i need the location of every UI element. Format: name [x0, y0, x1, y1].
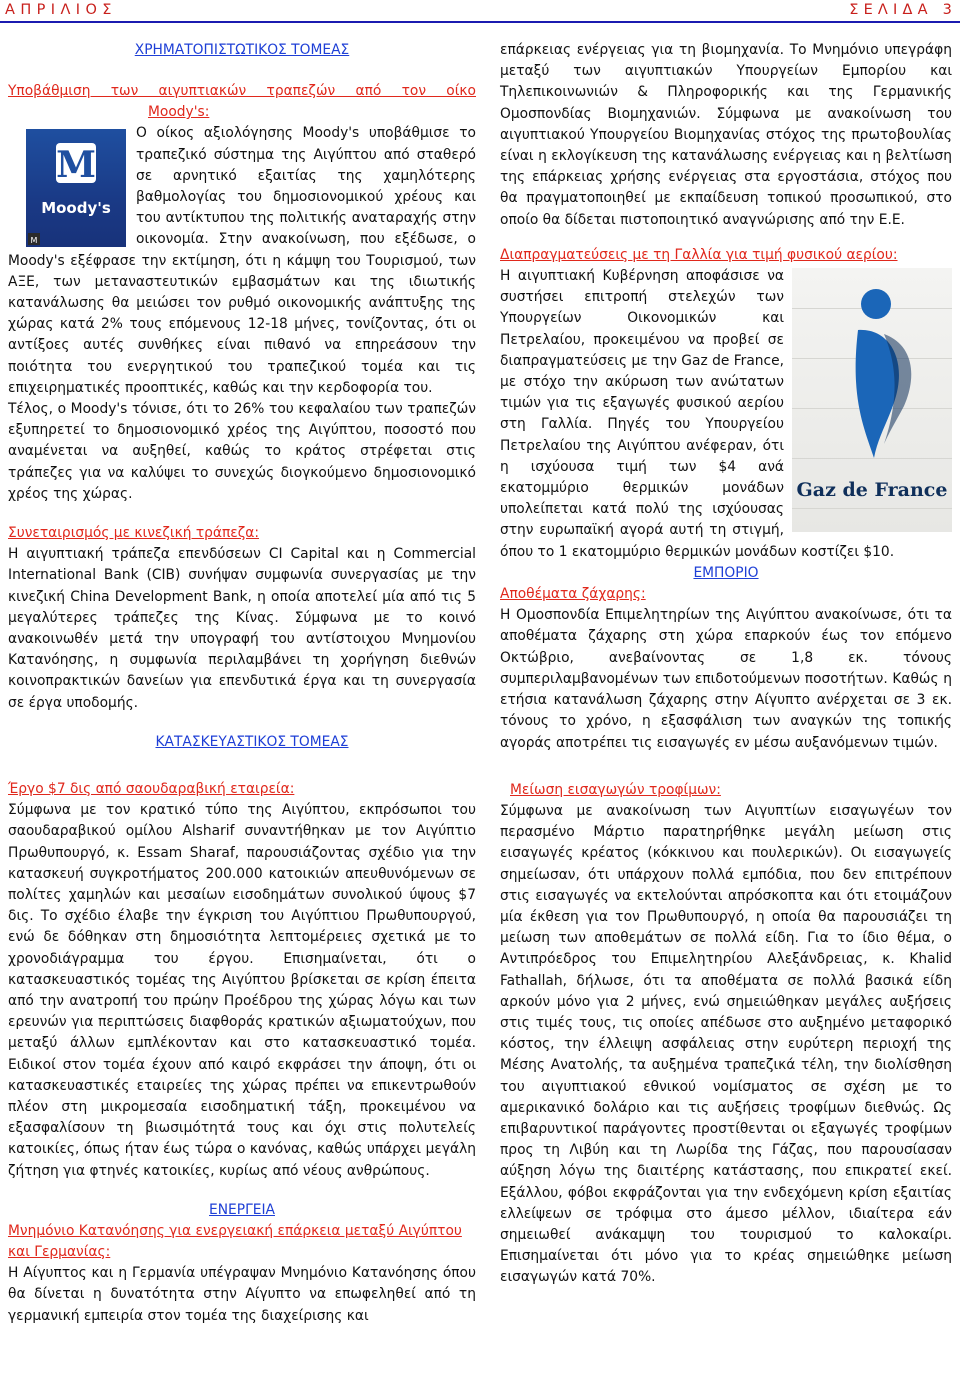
coop-heading: Συνεταιρισμός με κινεζική τράπεζα: — [8, 525, 259, 542]
gas-heading: Διαπραγματεύσεις με τη Γαλλία για τιμή φυσικού αερίου: — [500, 246, 898, 263]
header-page-number: ΣΕΛΙΔΑ 3 — [849, 2, 957, 18]
trade-section-title-text: ΕΜΠΟΡΙΟ — [693, 564, 759, 581]
gdf-logo-dot — [861, 289, 891, 319]
construction-section-title: ΚΑΤΑΣΚΕΥΑΣΤΙΚΟΣ ΤΟΜΕΑΣ — [155, 733, 349, 750]
trade-section-title — [500, 563, 952, 584]
food-heading: Μείωση εισαγωγών τροφίμων: — [510, 781, 721, 798]
moodys-heading-2: Moody's: — [148, 104, 210, 121]
sugar-heading: Αποθέματα ζάχαρης: — [500, 586, 646, 603]
left-column — [8, 40, 476, 1327]
moodys-paragraph: Ο οίκος αξιολόγησης Moody's υποβάθμισε το τραπεζικό σύστημα της Αιγύπτου από σταθερό σε αρνητικό εξαιτίας της χαμηλότερης βαθμολογίας του δημοσιονομικού χρέους και του αντίκτυπου της πολιτικής αναταραχής στην οικονομία. Στην ανακοίνωση, που εξέδωσε, ο Moody's εξέφρασε την εκτίμηση, ότι η κάμψη του Τουρισμού, των ΑΞΕ, των μεταναστευτικών εμβασμάτων και της ιδιωτικής κατανάλωσης θα μειώσει τον ρυθμό οικονομικής ανάπτυξης της χώρας κατά 2% τους επόμενους 12-18 μήνες, τονίζοντας, ότι οι αντίξοες αυτές συνθήκες είναι πιθανό να επηρεάσουν την ποιότητα του ενεργητικού του τραπεζικού τομέα και τις επιχειρηματικές προοπτικές, καθώς και την κερδοφορία του. — [8, 125, 476, 396]
moodys-heading — [8, 81, 476, 102]
moodys-logo-image — [26, 129, 126, 247]
sugar-paragraph: Η Ομοσπονδία Επιμελητηρίων της Αιγύπτου ανακοίνωσε, ότι τα αποθέματα ζάχαρης στη χώρα επαρκούν έως τον επόμενο Οκτώβριο, ανεβαίνοντας σε 1,8 εκ. τόνους συμπεριλαμβανομένων των επιδοτούμενων ποσοτήτων. Καθώς η ετήσια κατανάλωση ζάχαρης στην Αίγυπτο ανέρχεται σε 3 εκ. τόνους το χρόνο, η εξασφάλιση των αναγκών της τοπικής αγοράς αποτρέπει τις εισαγωγές εν μέσω αυξανόμενων τιμών. — [500, 607, 952, 751]
food-paragraph: Σύμφωνα με ανακοίνωση των Αιγυπτίων εισαγωγέων τον περασμένο Μάρτιο παρατηρήθηκε μεγάλη μείωση στις εισαγωγές κρέατος (κόκκινου και πουλερικών). Οι εισαγωγείς σημείωσαν, ότι υπάρχουν πολλά εμπόδια, που δεν επιτρέπουν στις εισαγωγές να εκτελούνται απρόσκοπτα και ότι ετοιμάζουν μία έκθεση για τον Πρωθυπουργό, η οποία θα παρουσιάζει τη μείωση των αποθεμάτων σε πολλά είδη. Για το ίδιο θέμα, ο Αντιπρόεδρος του Επιμελητηρίου Αλεξάνδρειας, κ. Khalid Fathallah, δήλωσε, ότι τα αποθέματα σε πολλά βασικά είδη αρκούν μόνο για 2 μήνες, ενώ σημειώθηκαν μεγάλες αυξήσεις στις τιμές τους, τις οποίες απέδωσε στο αυξημένο μεταφορικό κόστος, την έλλειψη ασφάλειας στην ευρύτερη περιοχή της Μέσης Ανατολής, τα αυξημένα τραπεζικά τέλη, την διολίσθηση του αιγυπτιακού εθνικού νομίσματος σε σχέση με το αμερικανικό δολάριο και τις αυξήσεις τροφίμων διεθνώς. Ως επιβαρυντικοί παράγοντες προστίθενται οι εξαγωγές τροφίμων προς τη Λιβύη και τη Λωρίδα της Γάζας, που παρουσίασαν αύξηση λόγω της διαιτέρης κατάστασης, που επικρατεί εκεί. Εξάλλου, φόβοι εκφράζονται για την ενδεχόμενη κρίση εξαιτίας ελλείψεων σε τρόφιμα στο άμεσο μέλλον, ιδιαίτερα εάν σημειωθεί ανάκαμψη του τουρισμού το καλοκαίρι. Επισημαίνεται ότι μόνο για το κρέας σημειώθηκε μείωση εισαγωγών κατά 70%. — [500, 802, 952, 1286]
moodys-logo-graphic — [26, 129, 126, 247]
gdf-logo-text: Gaz de France — [796, 479, 948, 502]
gdf-logo-image — [792, 268, 952, 532]
coop-paragraph: Η αιγυπτιακή τράπεζα επενδύσεων CI Capital και η Commercial International Bank (CIB) συνήψαν συμφωνία συνεργασίας με την κινεζική China Development Bank, η οποία αποτελεί μία από τις 5 μεγαλύτερες τράπεζες της Κίνας. Σύμφωνα με το κοινό ανακοινωθέν μετά την υπογραφή του αντίστοιχου Μνημονίου Κατανόησης, η συμφωνία περιλαμβάνει τη χορήγηση διεθνών κοινοπρακτικών δανείων για επενδυτικά έργα και τη συνεργασία σε έργα υποδομής. — [8, 546, 476, 711]
moodys-heading-line1: Υποβάθμιση των αιγυπτιακών τραπεζών από τον οίκο — [8, 83, 476, 99]
gdf-logo — [792, 268, 952, 532]
energy-paragraph: Η Αίγυπτος και η Γερμανία υπέγραψαν Μνημόνιο Κατανόησης όπου θα δίνεται η δυνατότητα στην Αίγυπτο να επωφεληθεί από τη γερμανική εμπειρία στον τομέα της διαχείρισης και — [8, 1265, 476, 1324]
saudi-paragraph: Σύμφωνα με τον κρατικό τύπο της Αιγύπτου, εκπρόσωποι του σαουδαραβικού ομίλου Alsharif συναντήθηκαν με τον Αιγύπτιο Πρωθυπουργό, κ. Essam Sharaf, παρουσιάζοντας σχέδιο για την κατασκευή συγκροτήματος 200.000 κατοικιών απευθυνόμενων σε πολίτες χαμηλών και μεσαίων εισοδημάτων συνολικού ύψους $7 δις. Το σχέδιο έλαβε την έγκριση του Αιγύπτιου Πρωθυπουργού, ενώ δε δόθηκαν στη δημοσιότητα λεπτομέρειες σχετικά με το χρονοδιάγραμμα του έργου. Επισημαίνεται, ότι ο κατασκευαστικός τομέας της Αιγύπτου βρίσκεται σε κρίση έπειτα από την ανατροπή του πρώην Προέδρου της χώρας λόγω και των ερευνών για περιπτώσεις διαφθοράς κρατικών αξιωματούχων, που μεταξύ άλλων εμπλέκονταν και στο κατασκευαστικό τομέα. Ειδικοί στον τομέα έχουν από καιρό εκφράσει την άποψη, ότι οι κατασκευαστικές εταιρείες της χώρας πρέπει να επικεντρωθούν πλέον στη μικρομεσαία εισοδηματική τάξη, προκειμένου να εξασφαλίσουν τη βιωσιμότητά τους και όχι στις πολυτελείς κατοικίες, όπως ήταν έως τώρα ο κανόνας, καθώς υπάρχει μεγάλη ζήτηση για φτηνές κατοικίες, κυρίως από νέους ανθρώπους. — [8, 802, 476, 1179]
moodys-logo-corner-letter: M — [30, 236, 38, 246]
header-month: ΑΠΡΙΛΙΟΣ — [5, 2, 117, 18]
energy-paragraph-cont: επάρκειας ενέργειας για τη βιομηχανία. Το Μνημόνιο υπεγράφη μεταξύ των αιγυπτιακών Υπουργείων Εμπορίου και Τηλεπικοινωνιών & Πληροφορικής και της Γερμανικής Ομοσπονδίας Βιομηχανιών. Σύμφωνα με ανακοίνωση του αιγυπτιακού Υπουργείου Βιομηχανίας στόχος της πρωτοβουλίας είναι η εκλογίκευση της κατανάλωσης ενέργειας και η βελτίωση της επάρκειας χρήσης ενέργειας στα εργοστάσια, στόχος που θα πραγματοποιηθεί με εκπαίδευση τοπικού προσωπικού, στο οποίο θα δίδεται πιστοποιητικό αναγνώρισης από την Ε.Ε. — [500, 42, 952, 228]
saudi-heading: Έργο $7 δις από σαουδαραβική εταιρεία: — [8, 780, 295, 797]
moodys-logo — [26, 129, 126, 247]
page-header — [0, 0, 960, 22]
right-column — [500, 40, 952, 1289]
moodys-paragraph-2: Τέλος, ο Moody's τόνισε, ότι το 26% του κεφαλαίου των τραπεζών εξυπηρετεί το δημοσιονομικό χρέος της Αιγύπτου, ποσοστό που αναμένεται να αυξηθεί, καθώς το κράτος στρέφεται στις τράπεζες για να καλύψει το συνεχώς διογκούμενο δημοσιονομικό χρέος της χώρας. — [8, 401, 476, 502]
energy-section-title: ΕΝΕΡΓΕΙΑ — [209, 1201, 275, 1218]
finance-section-title: ΧΡΗΜΑΤΟΠΙΣΤΩΤΙΚΟΣ ΤΟΜΕΑΣ — [134, 42, 350, 58]
header-rule — [0, 21, 960, 23]
moodys-logo-word: Moody's — [41, 199, 111, 218]
moodys-logo-letter: M — [56, 144, 96, 187]
gdf-logo-graphic — [792, 268, 952, 532]
energy-heading: Μνημόνιο Κατανόησης για ενεργειακή επάρκεια μεταξύ Αιγύπτου και Γερμανίας: — [8, 1222, 462, 1260]
gas-paragraph: Η αιγυπτιακή Κυβέρνηση αποφάσισε να συστήσει επιτροπή στελεχών των Υπουργείων Οικονομικών και Πετρελαίου, προκειμένου να προβεί σε διαπραγματεύσεις με την Gaz de France, με στόχο την ακύρωση των ανώτατων τιμών για τις εξαγωγές φυσικού αερίου στη Γαλλία. Πηγές του Υπουργείου Πετρελαίου της Αιγύπτου ανέφεραν, ότι η ισχύουσα τιμή των $4 ανά εκατομμύριο θερμικών μονάδων υπολείπεται κατά πολύ της ισχύουσας στην ευρωπαϊκή αγορά αυτή τη στιγμή, όπου το 1 εκατομμύριο θερμικών μονάδων κοστίζει $10. — [500, 268, 895, 560]
